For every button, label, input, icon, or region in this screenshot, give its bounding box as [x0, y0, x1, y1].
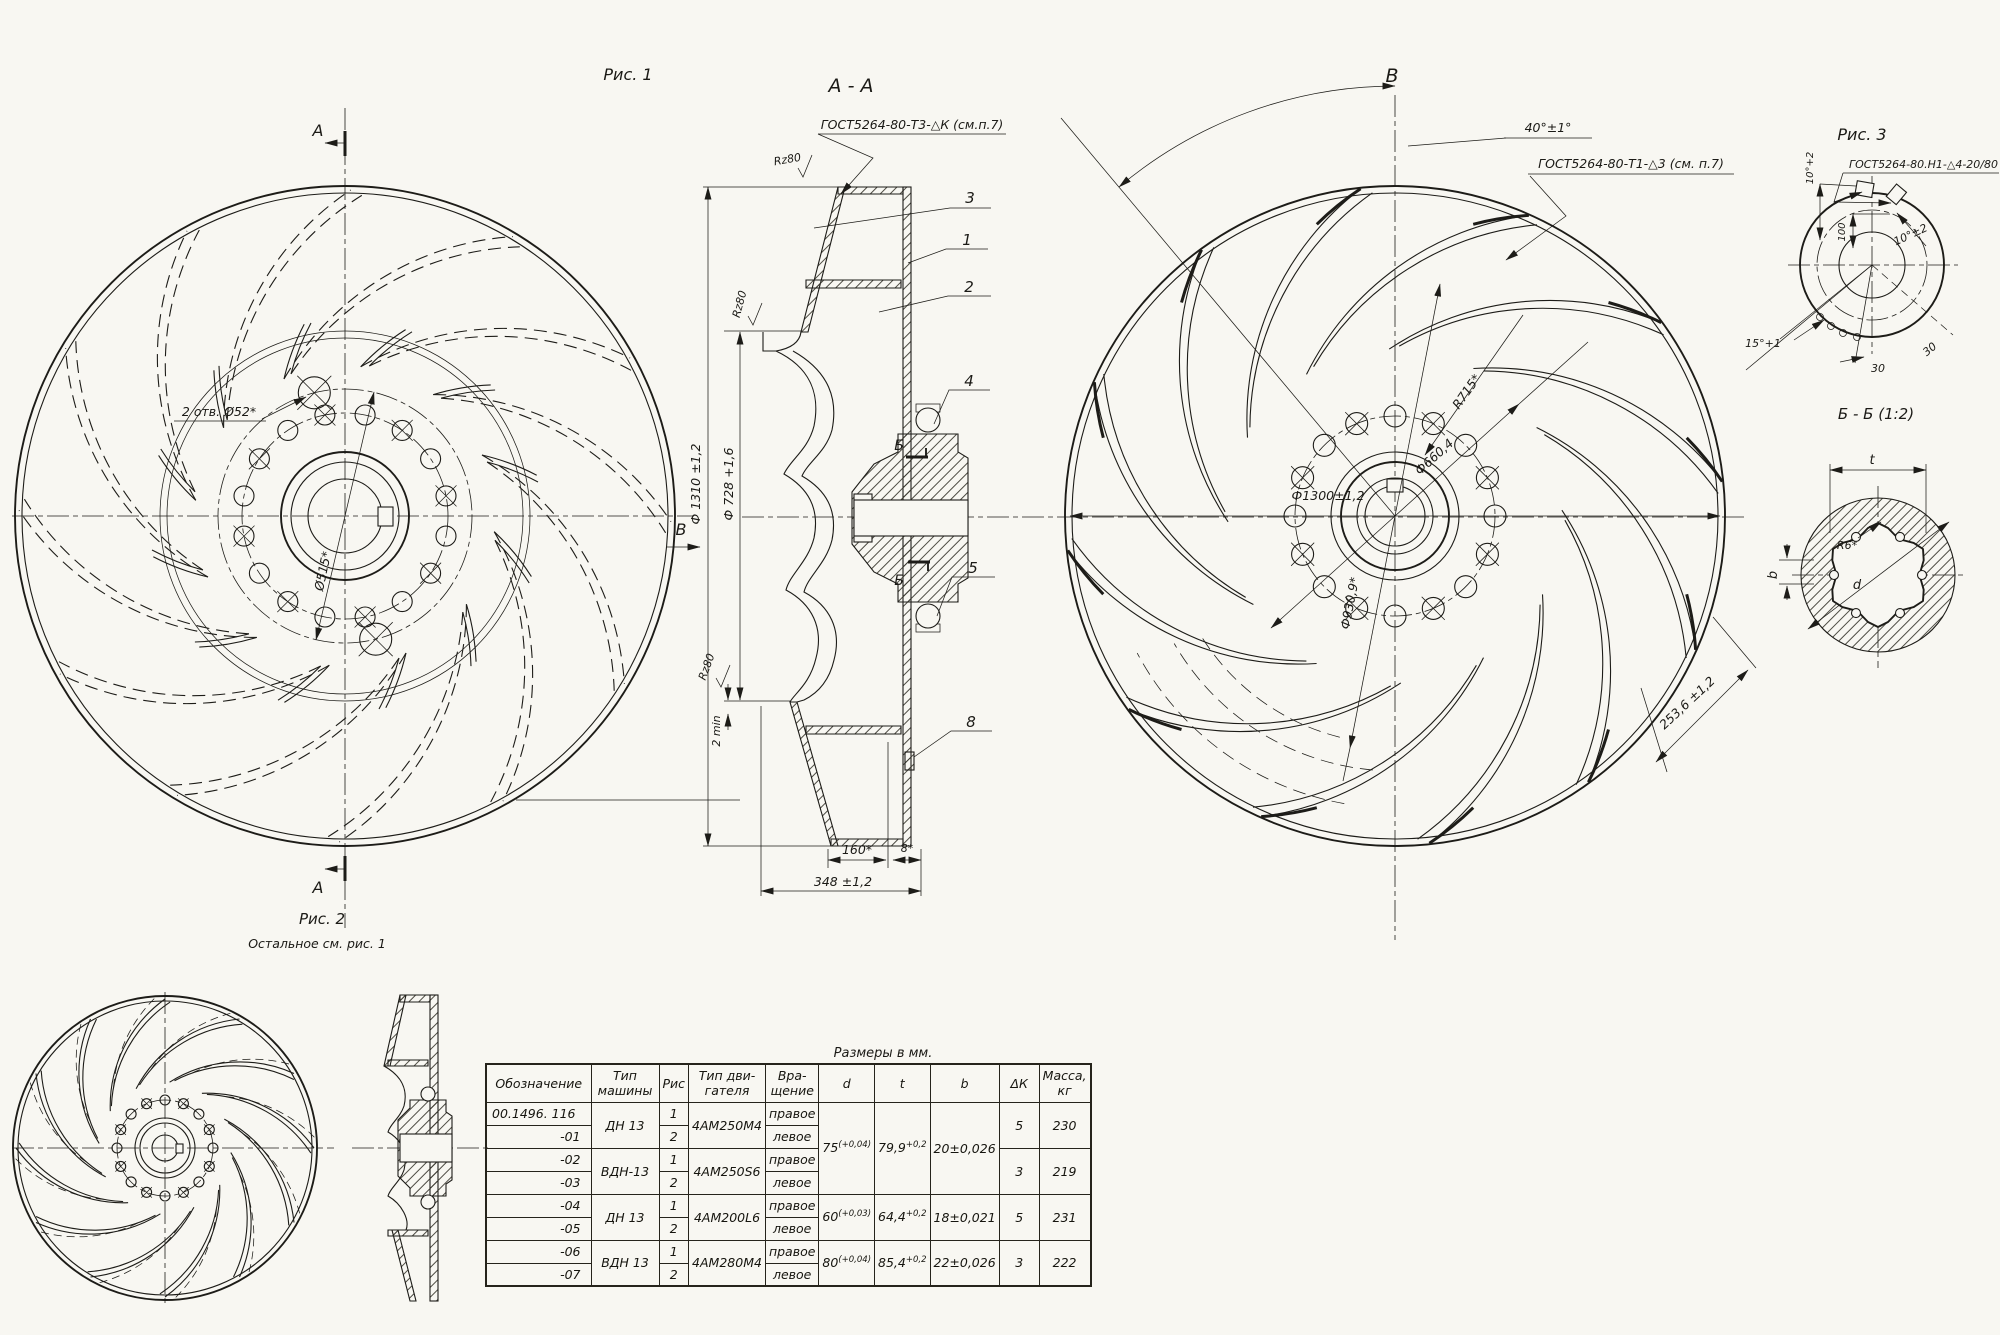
line-art — [232, 1158, 247, 1277]
cell-mass: 219 — [1039, 1148, 1090, 1194]
line-art — [1202, 637, 1340, 737]
line-art — [1852, 609, 1861, 618]
line-art — [1187, 247, 1225, 511]
cell-d: $60^{(+0,03)}$ — [819, 1194, 875, 1240]
cell-d: $80^{(+0,04)}$ — [819, 1240, 875, 1286]
aa-b-mark-bottom: Б — [894, 573, 904, 589]
line-art — [202, 1093, 314, 1148]
line-art — [1068, 550, 1317, 664]
line-art — [1687, 594, 1696, 650]
col-header-machine: Тип машины — [591, 1064, 659, 1102]
cell-b: 18±0,021 — [930, 1194, 999, 1240]
aa-callout-4: 4 — [964, 372, 974, 390]
line-art — [175, 1066, 294, 1081]
cell-dk: 5 — [999, 1102, 1039, 1148]
line-art — [1429, 594, 1543, 843]
aa-view-arrow-b: В — [675, 520, 687, 539]
section-bb-title: Б - Б (1:2) — [1837, 405, 1915, 423]
aa-dia728: Ф 728 +1,6 — [721, 447, 736, 521]
line-art — [386, 653, 406, 708]
fig1-title: Рис. 1 — [603, 65, 653, 84]
line-art — [19, 510, 257, 637]
col-header-fig: Рис — [659, 1064, 689, 1102]
bb-dim-d: d — [1852, 578, 1862, 593]
cell-fig: 2 — [659, 1125, 689, 1148]
line-art — [1094, 382, 1103, 438]
fig2-title: Рис. 2 — [298, 910, 346, 928]
line-art — [66, 348, 208, 577]
cell-fig: 2 — [659, 1263, 689, 1286]
line-art — [224, 190, 351, 428]
fig3-dim100: 100 — [1837, 222, 1848, 242]
line-art — [36, 1215, 155, 1230]
section-aa-view — [666, 134, 1006, 896]
line-art — [482, 455, 537, 475]
col-header-mass: Масса, кг — [1039, 1064, 1090, 1102]
cell-machine: ДН 13 — [591, 1194, 659, 1240]
line-art — [244, 1134, 300, 1214]
cell-t: $79,9^{+0,2}$ — [875, 1102, 930, 1194]
line-art — [1830, 571, 1839, 580]
table-row — [486, 1194, 1091, 1217]
line-art — [1261, 808, 1317, 817]
cell-machine: ДН 13 — [591, 1102, 659, 1148]
fig3-dim30-bottom: 30 — [1871, 362, 1885, 375]
vb-dia660: Ф660,4 — [1411, 435, 1457, 478]
fig3-hub-view — [1746, 173, 1999, 370]
line-art — [59, 662, 321, 696]
line-art — [491, 540, 525, 802]
line-art — [1473, 368, 1722, 482]
line-art — [1104, 374, 1246, 597]
line-art — [284, 324, 304, 379]
line-art — [291, 247, 520, 374]
line-art — [1126, 686, 1390, 724]
drawing-text — [182, 65, 1998, 1061]
line-art — [1261, 658, 1483, 817]
fig1-impeller-front-view — [15, 131, 740, 881]
cell-fig: 1 — [659, 1102, 689, 1125]
fig1-holes-note: 2 отв. Ø52* — [181, 404, 257, 419]
cell-designation: -03 — [486, 1171, 591, 1194]
line-art — [1314, 225, 1537, 367]
line-art — [136, 1019, 239, 1089]
line-art — [91, 1207, 194, 1277]
line-art — [1537, 428, 1696, 650]
cell-rotation: правое — [765, 1148, 818, 1171]
line-art — [1562, 510, 1611, 782]
col-header-t: t — [875, 1064, 930, 1102]
col-header-designation: Обозначение — [486, 1064, 591, 1102]
cell-designation: -02 — [486, 1148, 591, 1171]
line-art — [99, 1227, 179, 1283]
line-art — [170, 658, 399, 785]
col-header-dk: ΔК — [999, 1064, 1039, 1102]
line-art — [494, 532, 532, 801]
line-art — [1389, 300, 1661, 349]
line-art — [110, 999, 165, 1111]
fig3-dim30-diag: 30 — [1920, 339, 1940, 359]
line-art — [1253, 665, 1476, 807]
section-aa-title: А - А — [828, 75, 874, 97]
table-row — [486, 1102, 1091, 1125]
aa-callout-1: 1 — [962, 231, 972, 249]
table-header-row — [486, 1064, 1091, 1102]
cell-rotation: правое — [765, 1194, 818, 1217]
line-art — [1247, 189, 1361, 438]
line-art — [421, 449, 441, 469]
line-art — [165, 230, 199, 492]
vb-gost-weld: ГОСТ5264-80-Т1-△3 (см. п.7) — [1538, 156, 1724, 171]
cell-designation: -07 — [486, 1263, 591, 1286]
line-art — [1565, 520, 1603, 784]
line-art — [1473, 215, 1529, 224]
fig3-angle10-left: 10°+2 — [1805, 151, 1816, 185]
line-art — [1094, 382, 1253, 604]
section-mark-a-top: А — [312, 121, 324, 140]
cell-designation: -01 — [486, 1125, 591, 1148]
vb-dia930: Ф930,9* — [1337, 575, 1362, 631]
section-mark-a-bottom: А — [312, 878, 324, 897]
line-art — [369, 336, 631, 370]
aa-gost-weld: ГОСТ5264-80-Т3-△К (см.п.7) — [820, 117, 1004, 132]
line-art — [433, 395, 671, 522]
bb-r6: R6* — [1836, 539, 1858, 552]
line-art — [284, 237, 513, 379]
cell-motor: 4АМ250М4 — [689, 1102, 766, 1148]
cell-dk: 3 — [999, 1148, 1039, 1194]
fig2-note: Остальное см. рис. 1 — [248, 936, 386, 951]
fig1-dia515: Ø515* — [311, 549, 335, 593]
aa-dim160: 160* — [841, 842, 873, 857]
aa-dia1310: Ф 1310 ±1,2 — [688, 443, 703, 525]
cell-motor: 4АМ200L6 — [689, 1194, 766, 1240]
cell-designation: -04 — [486, 1194, 591, 1217]
cell-rotation: левое — [765, 1125, 818, 1148]
line-art — [487, 462, 614, 691]
cell-designation: -05 — [486, 1217, 591, 1240]
fig3-title: Рис. 3 — [1837, 125, 1887, 144]
vb-angle40: 40°±1° — [1524, 120, 1572, 135]
cell-machine: ВДН-13 — [591, 1148, 659, 1194]
cell-designation: 00.1496. 116 — [486, 1102, 591, 1125]
view-b-title: В — [1385, 65, 1399, 87]
cell-mass: 230 — [1039, 1102, 1090, 1148]
line-art — [361, 328, 630, 366]
line-art — [1307, 215, 1529, 374]
line-art — [224, 1119, 294, 1222]
cell-fig: 2 — [659, 1171, 689, 1194]
cell-motor: 4АМ280М4 — [689, 1240, 766, 1286]
line-art — [1918, 571, 1927, 580]
col-header-motor: Тип дви-гателя — [689, 1064, 766, 1102]
cell-dk: 5 — [999, 1194, 1039, 1240]
cell-b: 20±0,026 — [930, 1102, 999, 1194]
line-art — [153, 557, 208, 577]
bb-dim-t: t — [1869, 453, 1875, 468]
cell-mass: 222 — [1039, 1240, 1090, 1286]
cell-fig: 1 — [659, 1240, 689, 1263]
cell-d: $75^{(+0,04)}$ — [819, 1102, 875, 1194]
col-header-d: d — [819, 1064, 875, 1102]
cell-rotation: левое — [765, 1263, 818, 1286]
cell-rotation: правое — [765, 1240, 818, 1263]
line-art — [1129, 683, 1401, 732]
cell-designation: -06 — [486, 1240, 591, 1263]
table-row — [486, 1148, 1091, 1171]
aa-callout-8: 8 — [966, 713, 976, 731]
vb-r715: R715* — [1449, 371, 1484, 412]
line-art — [60, 665, 329, 703]
aa-dim8: 8* — [900, 842, 914, 855]
line-art — [1609, 303, 1662, 323]
view-b-impeller — [1061, 86, 1756, 846]
line-art — [36, 1074, 106, 1177]
cell-t: $85,4^{+0,2}$ — [875, 1240, 930, 1286]
aa-rz80-mid: Rz80 — [729, 289, 750, 320]
cell-fig: 1 — [659, 1148, 689, 1171]
aa-two-min: 2 min — [710, 715, 723, 747]
cell-t: $64,4^{+0,2}$ — [875, 1194, 930, 1240]
line-art — [1182, 250, 1202, 303]
aa-callout-5: 5 — [968, 559, 978, 577]
cell-fig: 2 — [659, 1217, 689, 1240]
vb-dia1300: Ф1300±1,2 — [1291, 488, 1365, 503]
line-art — [83, 1019, 98, 1138]
fig3-angle15: 15°+1 — [1745, 337, 1781, 350]
line-art — [1174, 644, 1373, 771]
cell-rotation: правое — [765, 1102, 818, 1125]
line-art — [76, 341, 203, 570]
line-art — [1129, 709, 1182, 729]
line-art — [177, 653, 406, 795]
line-art — [339, 604, 466, 842]
cell-motor: 4АМ250S6 — [689, 1148, 766, 1194]
line-art — [151, 1013, 231, 1069]
cell-b: 22±0,026 — [930, 1240, 999, 1286]
cell-rotation: левое — [765, 1171, 818, 1194]
aa-callout-3: 3 — [965, 189, 975, 207]
aa-rz80-low: Rz80 — [695, 651, 718, 682]
aa-rz80-top: Rz80 — [772, 150, 803, 169]
line-art — [1137, 653, 1344, 804]
fig3-angle10-right: 10°±2 — [1891, 221, 1930, 249]
cell-rotation: левое — [765, 1217, 818, 1240]
line-art — [1896, 532, 1905, 541]
cell-fig: 1 — [659, 1194, 689, 1217]
line-art — [165, 1185, 220, 1297]
table-row — [486, 1240, 1091, 1263]
bb-dim-b: b — [1766, 570, 1781, 580]
fig3-gost-weld: ГОСТ5264-80.Н1-△4-20/80 — [1848, 158, 1998, 171]
col-header-b: b — [930, 1064, 999, 1102]
aa-callout-2: 2 — [964, 278, 974, 296]
line-art — [1399, 308, 1663, 346]
line-art — [1179, 250, 1228, 522]
line-art — [16, 1148, 128, 1203]
line-art — [30, 1082, 86, 1162]
cell-dk: 3 — [999, 1240, 1039, 1286]
table-units-note: Размеры в мм. — [833, 1046, 933, 1061]
vb-blade-chord: 253,6 ±1,2 — [1656, 673, 1718, 733]
line-art — [482, 455, 624, 684]
cell-machine: ВДН 13 — [591, 1240, 659, 1286]
aa-dim348: 348 ±1,2 — [813, 874, 873, 889]
aa-b-mark-top: Б — [894, 438, 904, 454]
cell-mass: 231 — [1039, 1194, 1090, 1240]
col-header-rotation: Вра-щение — [765, 1064, 818, 1102]
line-art — [1544, 435, 1686, 658]
line-art — [1588, 730, 1608, 783]
line-art — [157, 231, 195, 500]
spec-table — [485, 1063, 1092, 1287]
line-art — [1896, 609, 1905, 618]
